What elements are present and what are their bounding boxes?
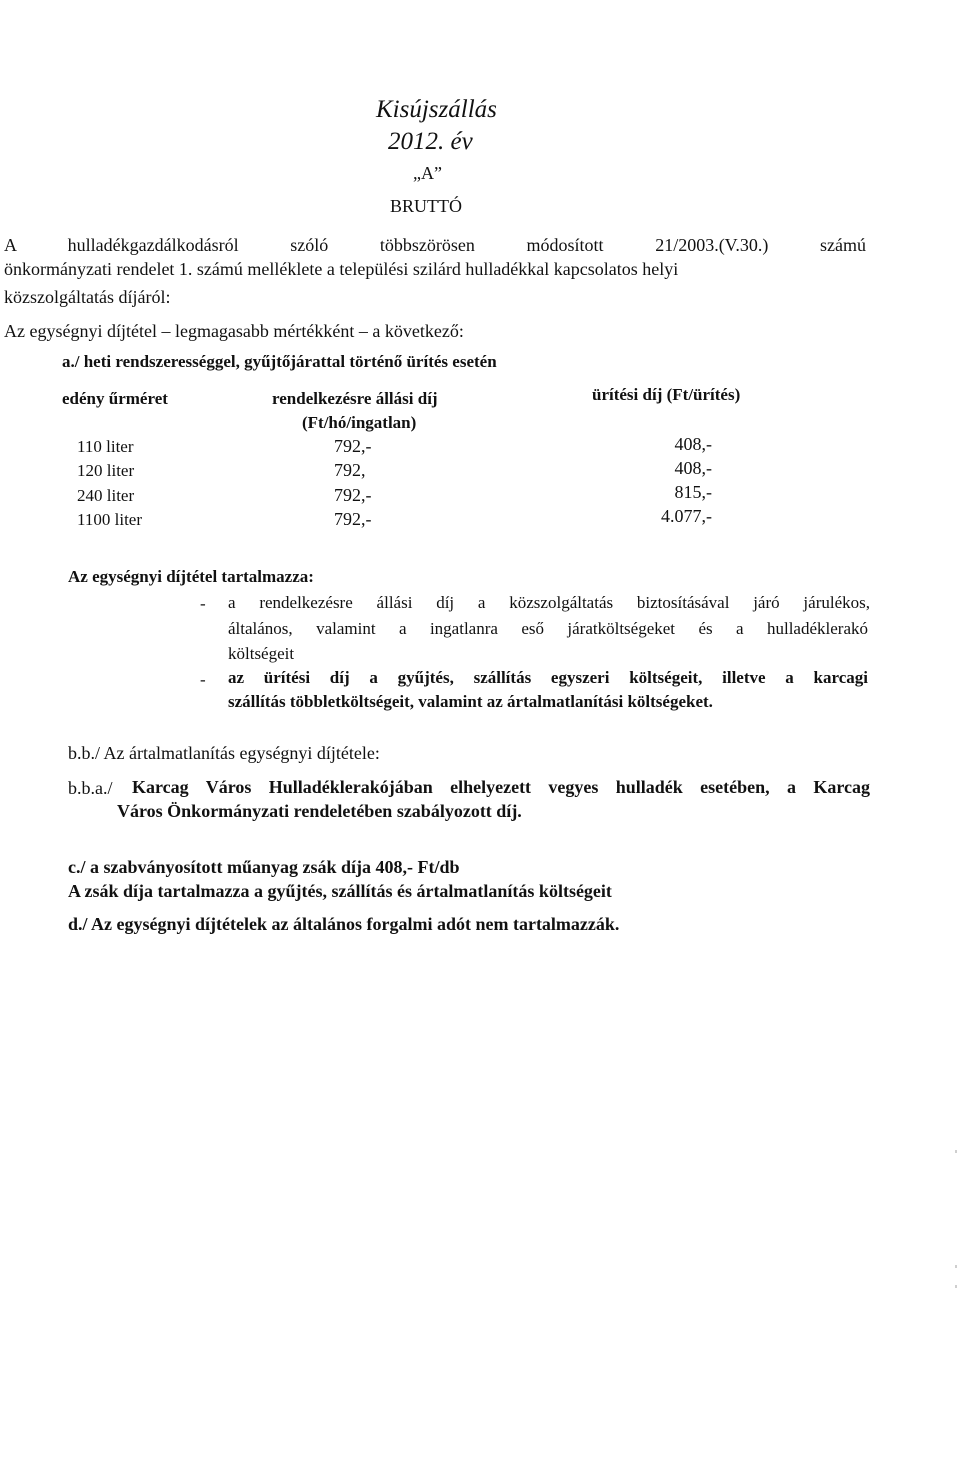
intro-line-2: önkormányzati rendelet 1. számú melléklete a települési szilárd hulladékkal kapcsolatos helyi <box>4 259 679 279</box>
row-emptying-fee: 4.077,- <box>661 506 712 526</box>
row-emptying-fee: 408,- <box>674 434 712 454</box>
row-emptying-fee: 815,- <box>674 482 712 502</box>
table-header-emptying: ürítési díj (Ft/ürítés) <box>592 385 741 404</box>
list-dash: - <box>200 670 206 689</box>
intro-line-1: A hulladékgazdálkodásról szóló többszörösen módosított 21/2003.(V.30.) számú <box>4 235 866 255</box>
scan-speck <box>955 1150 957 1153</box>
row-size: 240 liter <box>77 486 135 505</box>
section-bba-line-2: Város Önkormányzati rendeletében szabályozott díj. <box>117 801 522 821</box>
row-availability-fee: 792,- <box>334 436 372 456</box>
scan-speck <box>955 1265 957 1268</box>
year-title: 2012. év <box>388 128 473 155</box>
section-bba-line-1: Karcag Város Hulladéklerakójában elhelyezett vegyes hulladék esetében, a Karcag <box>132 777 870 797</box>
intro-line-4: Az egységnyi díjtétel – legmagasabb mértékként – a következő: <box>4 321 464 341</box>
row-availability-fee: 792,- <box>334 485 372 505</box>
row-size: 110 liter <box>77 437 134 456</box>
table-header-availability: rendelkezésre állási díj <box>272 389 438 408</box>
row-availability-fee: 792,- <box>334 509 372 529</box>
list-item-line: költségeit <box>228 644 295 663</box>
section-c-line-1: c./ a szabványosított műanyag zsák díja 408,- Ft/db <box>68 857 460 877</box>
scan-speck <box>955 1285 957 1288</box>
list-dash: - <box>200 594 206 613</box>
section-bba-label: b.b.a./ <box>68 778 113 798</box>
row-size: 1100 liter <box>77 510 142 529</box>
list-item-line: az ürítési díj a gyűjtés, szállítás egyszeri költségeit, illetve a karcagi <box>228 668 868 687</box>
row-size: 120 liter <box>77 461 135 480</box>
table-header-size: edény űrméret <box>62 389 168 408</box>
list-item-line: szállítás többletköltségeit, valamint az ártalmatlanítási költségeket. <box>228 692 713 711</box>
row-availability-fee: 792, <box>334 460 366 480</box>
variant-label: „A” <box>413 163 442 183</box>
city-title: Kisújszállás <box>376 96 497 123</box>
list-item-line: általános, valamint a ingatlanra eső járatköltségeket és a hulladéklerakó <box>228 619 868 638</box>
section-bb-heading: b.b./ Az ártalmatlanítás egységnyi díjtétele: <box>68 743 380 763</box>
contains-heading: Az egységnyi díjtétel tartalmazza: <box>68 567 314 586</box>
section-d-line-1: d./ Az egységnyi díjtételek az általános forgalmi adót nem tartalmazzák. <box>68 914 620 934</box>
section-c-line-2: A zsák díja tartalmazza a gyűjtés, szállítás és ártalmatlanítás költségeit <box>68 881 612 901</box>
gross-label: BRUTTÓ <box>390 196 462 216</box>
table-header-availability-unit: (Ft/hó/ingatlan) <box>302 413 417 432</box>
list-item-line: a rendelkezésre állási díj a közszolgáltatás biztosításával járó járulékos, <box>228 593 870 612</box>
intro-line-3: közszolgáltatás díjáról: <box>4 287 171 307</box>
row-emptying-fee: 408,- <box>674 458 712 478</box>
section-a-heading: a./ heti rendszerességgel, gyűjtőjárattal történő ürítés esetén <box>62 352 497 371</box>
